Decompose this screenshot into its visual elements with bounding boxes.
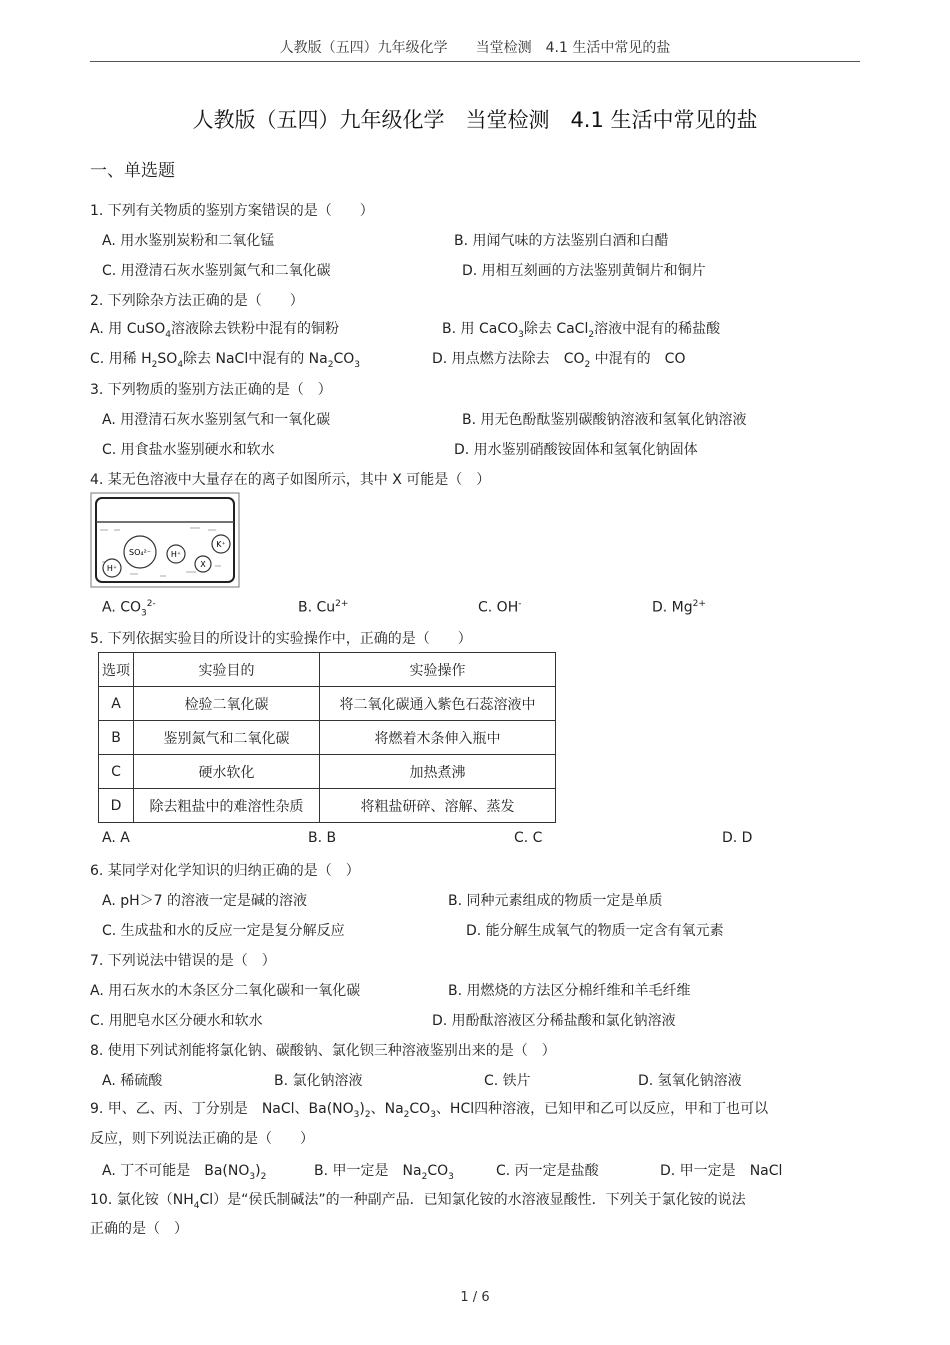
ion-beaker-diagram [90, 492, 240, 588]
q4-option-a: A. $CO_3^{2-}$ [102, 599, 156, 619]
q5-option-c: C. C [514, 830, 543, 846]
svg-text:H⁺: H⁺ [170, 550, 182, 559]
table-cell: 除去粗盐中的难溶性杂质 [134, 789, 320, 823]
q2-option-c: C. 用稀 $H_2SO_4$除去 NaCl中混有的 $Na_2CO_3$ [90, 351, 360, 370]
table-cell: D [99, 789, 134, 823]
q9-option-d: D. 甲一定是 NaCl [660, 1163, 783, 1179]
q9-stem-line2: 反应，则下列说法正确的是（ ） [90, 1131, 314, 1147]
svg-text:X: X [200, 560, 206, 569]
table-row [99, 789, 556, 823]
page-header: 人教版（五四）九年级化学 当堂检测 4.1 生活中常见的盐 [279, 40, 671, 56]
q6-option-c: C. 生成盐和水的反应一定是复分解反应 [102, 923, 345, 939]
table-cell: 将粗盐研碎、溶解、蒸发 [320, 789, 556, 823]
q3-option-d: D. 用水鉴别硝酸铵固体和氢氧化钠固体 [454, 442, 698, 458]
q9-option-a: A. 丁不可能是 $Ba(NO_3)_2$ [102, 1163, 267, 1182]
q7-option-d: D. 用酚酞溶液区分稀盐酸和氯化钠溶液 [432, 1013, 676, 1029]
q5-option-a: A. A [102, 830, 130, 846]
q10-stem-line2: 正确的是（ ） [90, 1221, 188, 1237]
table-cell: 硬水软化 [134, 755, 320, 789]
x-ion-circle [195, 556, 211, 572]
sulfate-ion-circle [124, 536, 156, 568]
q3-option-c: C. 用食盐水鉴别硬水和软水 [102, 442, 275, 458]
page-number: 1 / 6 [460, 1290, 490, 1305]
table-cell: 将二氧化碳通入紫色石蕊溶液中 [320, 687, 556, 721]
q9-option-c: C. 丙一定是盐酸 [496, 1163, 599, 1179]
q2-option-b: B. 用 CaCO$_3$除去 CaCl$_2$溶液中混有的稀盐酸 [442, 321, 721, 340]
q9-option-b: B. 甲一定是 $Na_2CO_3$ [314, 1163, 454, 1182]
table-cell: 加热煮沸 [320, 755, 556, 789]
table-cell: 检验二氧化碳 [134, 687, 320, 721]
q3-stem: 3. 下列物质的鉴别方法正确的是（ ） [90, 382, 332, 398]
q6-option-d: D. 能分解生成氧气的物质一定含有氧元素 [466, 923, 724, 939]
q1-option-a: A. 用水鉴别炭粉和二氧化锰 [102, 233, 275, 249]
section-heading: 一、单选题 [90, 161, 175, 181]
q8-option-a: A. 稀硫酸 [102, 1073, 163, 1089]
table-header-cell: 选项 [99, 653, 134, 687]
q1-option-d: D. 用相互刻画的方法鉴别黄铜片和铜片 [462, 263, 706, 279]
header-divider [90, 61, 860, 62]
q2-option-a: A. 用 CuSO$_4$溶液除去铁粉中混有的铜粉 [90, 321, 339, 340]
q3-option-b: B. 用无色酚酞鉴别碳酸钠溶液和氢氧化钠溶液 [462, 412, 747, 428]
q3-option-a: A. 用澄清石灰水鉴别氢气和一氧化碳 [102, 412, 331, 428]
q6-option-a: A. pH＞7 的溶液一定是碱的溶液 [102, 893, 308, 909]
q7-option-b: B. 用燃烧的方法区分棉纤维和羊毛纤维 [448, 983, 691, 999]
q4-option-b: B. $Cu^{2+}$ [298, 599, 349, 616]
q5-table [98, 652, 556, 823]
q5-option-b: B. B [308, 830, 337, 846]
q5-stem: 5. 下列依据实验目的所设计的实验操作中，正确的是（ ） [90, 631, 472, 647]
q1-stem: 1. 下列有关物质的鉴别方案错误的是（ ） [90, 203, 374, 219]
q4-option-d: D. $Mg^{2+}$ [652, 599, 706, 616]
table-header-row [99, 653, 556, 687]
q9-stem-line1: 9. 甲、乙、丙、丁分别是 NaCl、$Ba(NO_3)_2$、$Na_2CO_3$、HCl四种溶液，已知甲和乙可以反应，甲和丁也可以 [90, 1101, 769, 1120]
q6-stem: 6. 某同学对化学知识的归纳正确的是（ ） [90, 863, 360, 879]
q4-stem: 4. 某无色溶液中大量存在的离子如图所示，其中 X 可能是（ ） [90, 472, 491, 488]
table-cell: C [99, 755, 134, 789]
q8-stem: 8. 使用下列试剂能将氯化钠、碳酸钠、氯化钡三种溶液鉴别出来的是（ ） [90, 1043, 556, 1059]
q2-option-d: D. 用点燃方法除去 $CO_2$ 中混有的 CO [432, 351, 686, 370]
q7-option-c: C. 用肥皂水区分硬水和软水 [90, 1013, 263, 1029]
q8-option-b: B. 氯化钠溶液 [274, 1073, 363, 1089]
potassium-ion-circle [212, 535, 230, 553]
table-row [99, 687, 556, 721]
table-cell: 鉴别氮气和二氧化碳 [134, 721, 320, 755]
q4-option-c: C. OH- [478, 599, 522, 616]
table-cell: A [99, 687, 134, 721]
svg-text:H⁺: H⁺ [106, 564, 118, 573]
q10-stem-line1: 10. 氯化铵$(NH_4Cl)$是“侯氏制碱法”的一种副产品．已知氯化铵的水溶液显酸性．下列关于氯化铵的说法 [90, 1192, 746, 1211]
page-title: 人教版（五四）九年级化学 当堂检测 4.1 生活中常见的盐 [192, 108, 758, 132]
q7-option-a: A. 用石灰水的木条区分二氧化碳和一氧化碳 [90, 983, 361, 999]
table-header-cell: 实验操作 [320, 653, 556, 687]
table-cell: 将燃着木条伸入瓶中 [320, 721, 556, 755]
q1-option-c: C. 用澄清石灰水鉴别氮气和二氧化碳 [102, 263, 331, 279]
table-header-cell: 实验目的 [134, 653, 320, 687]
q7-stem: 7. 下列说法中错误的是（ ） [90, 953, 276, 969]
q1-option-b: B. 用闻气味的方法鉴别白酒和白醋 [454, 233, 669, 249]
table-row [99, 721, 556, 755]
svg-text:K⁺: K⁺ [216, 540, 226, 549]
q8-option-d: D. 氢氧化钠溶液 [638, 1073, 742, 1089]
table-cell: B [99, 721, 134, 755]
q6-option-b: B. 同种元素组成的物质一定是单质 [448, 893, 663, 909]
table-row [99, 755, 556, 789]
q8-option-c: C. 铁片 [484, 1073, 531, 1089]
hydrogen-ion-circle [167, 545, 185, 563]
q5-option-d: D. D [722, 830, 753, 846]
q2-stem: 2. 下列除杂方法正确的是（ ） [90, 293, 304, 309]
svg-text:SO₄²⁻: SO₄²⁻ [128, 548, 152, 557]
hydrogen-ion-circle-2 [103, 559, 121, 577]
